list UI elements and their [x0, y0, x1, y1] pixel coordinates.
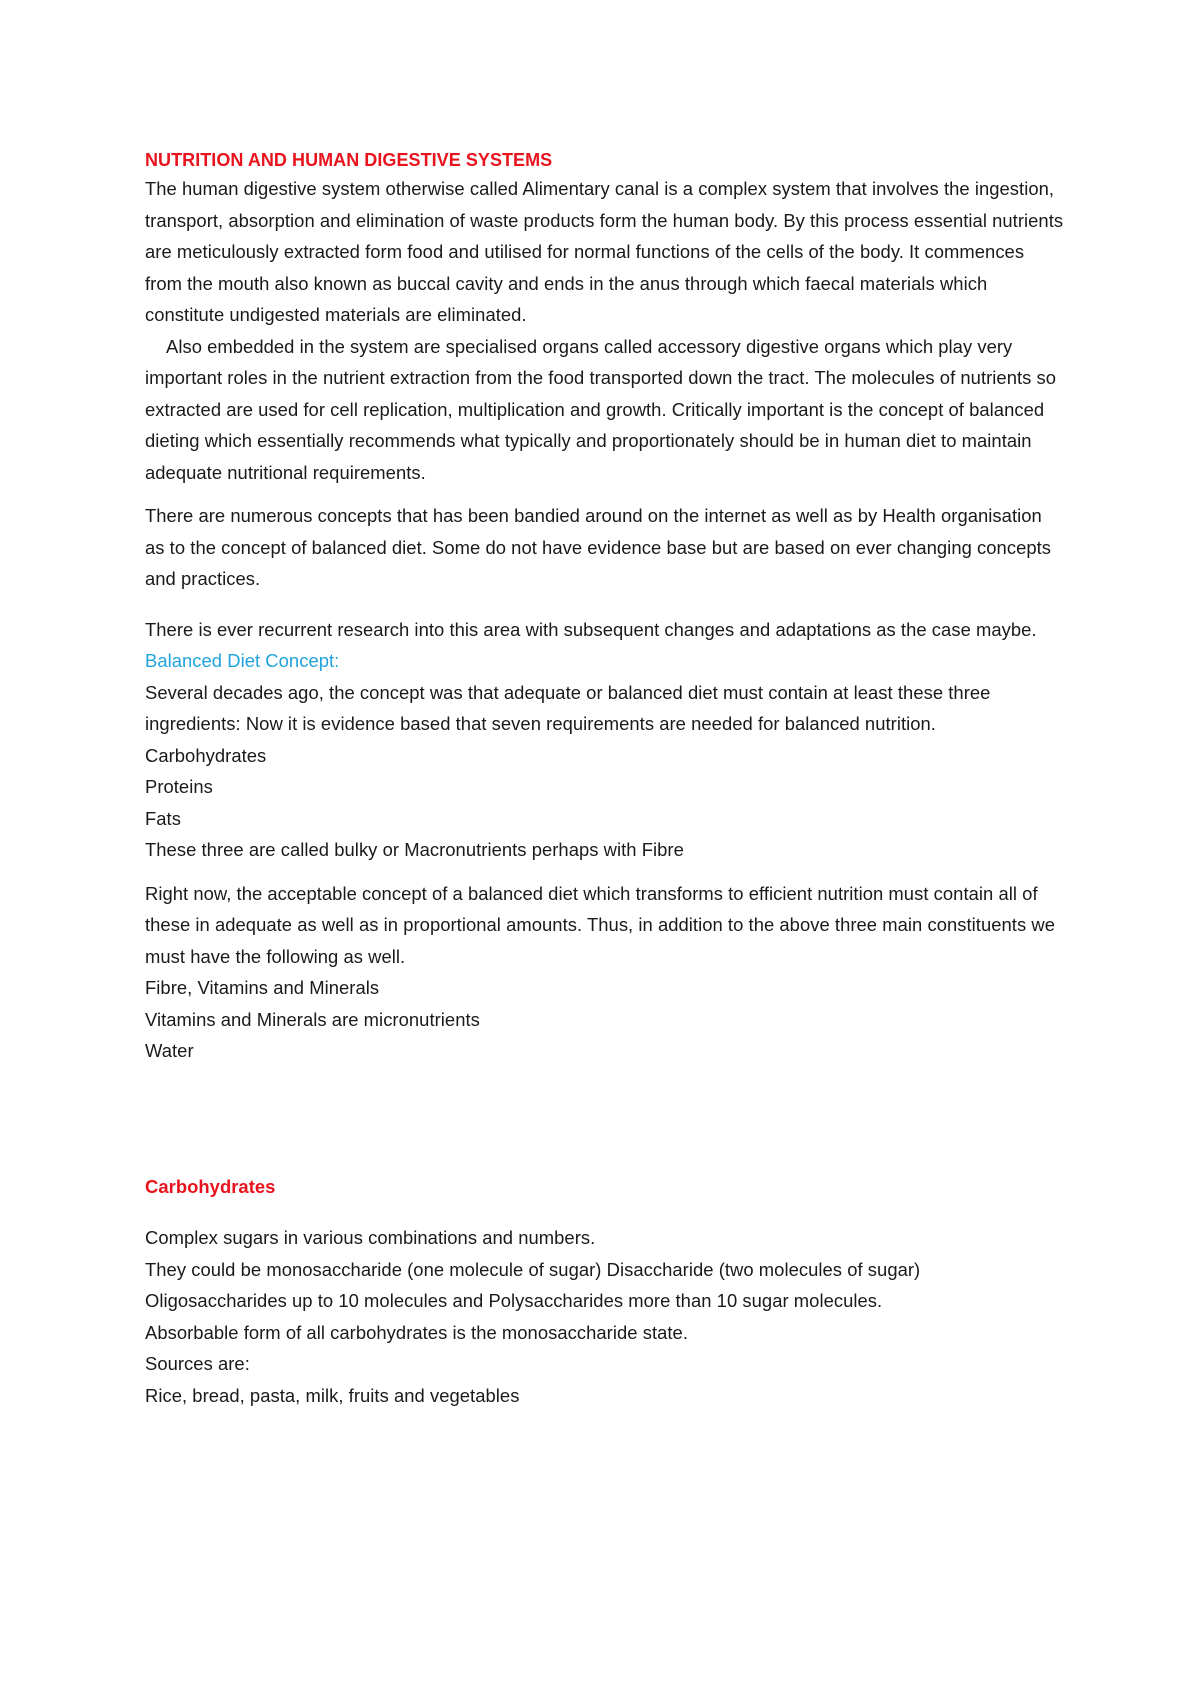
carb-line: Oligosaccharides up to 10 molecules and Polysaccharides more than 10 sugar molecules.	[145, 1290, 883, 1311]
document-title: NUTRITION AND HUMAN DIGESTIVE SYSTEMS	[145, 150, 553, 170]
list-item: Fats	[145, 807, 181, 829]
balanced-diet-heading: Balanced Diet Concept:	[145, 650, 340, 671]
spacer	[145, 488, 1065, 500]
carb-line: Absorbable form of all carbohydrates is the monosaccharide state.	[145, 1321, 688, 1343]
macronutrients-note: These three are called bulky or Macronutrients perhaps with Fibre	[145, 839, 684, 860]
spacer	[145, 1067, 1065, 1171]
list-item: Water	[145, 1040, 194, 1061]
list-item: Vitamins and Minerals are micronutrients	[145, 1008, 480, 1030]
acceptable-concept-paragraph: Right now, the acceptable concept of a balanced diet which transforms to efficient nutrition must contain all of these in adequate as well as in proportional amounts. Thus, in addition to the above three main constituents we must have the following as well.	[145, 882, 1055, 967]
list-item: Carbohydrates	[145, 744, 267, 766]
document-body	[145, 147, 1065, 1411]
spacer	[145, 1202, 1065, 1222]
spacer	[145, 866, 1065, 878]
list-item: Fibre, Vitamins and Minerals	[145, 977, 380, 998]
carb-line: Complex sugars in various combinations and numbers.	[145, 1227, 596, 1248]
research-paragraph: There is ever recurrent research into this area with subsequent changes and adaptations as the case maybe.	[145, 618, 1037, 640]
balanced-diet-paragraph: Several decades ago, the concept was that adequate or balanced diet must contain at least these three ingredients: Now it is evidence based that seven requirements are needed for balanced nutrition.	[145, 681, 991, 734]
intro-paragraph: The human digestive system otherwise called Alimentary canal is a complex system that involves the ingestion, transport, absorption and elimination of waste products form the human body. By this process essential nutrients are meticulously extracted form food and utilised for normal functions of the cells of the body. It commences from the mouth also known as buccal cavity and ends in the anus through which faecal materials which constitute undigested materials are eliminated.	[145, 178, 1064, 325]
carb-line: Rice, bread, pasta, milk, fruits and vegetables	[145, 1384, 520, 1406]
concepts-paragraph: There are numerous concepts that has been bandied around on the internet as well as by Health organisation as to the concept of balanced diet. Some do not have evidence base but are based on ever changing concepts and practices.	[145, 505, 1052, 589]
carb-line: Sources are:	[145, 1353, 250, 1374]
spacer	[145, 595, 1065, 614]
carbohydrates-heading: Carbohydrates	[145, 1175, 276, 1197]
carb-line: They could be monosaccharide (one molecule of sugar) Disaccharide (two molecules of sugar)	[145, 1258, 921, 1280]
list-item: Proteins	[145, 776, 213, 797]
accessory-organs-paragraph: Also embedded in the system are specialised organs called accessory digestive organs which play very important roles in the nutrient extraction from the food transported down the tract. The molecules of nutrients so extracted are used for cell replication, multiplication and growth. Critically important is the concept of balanced dieting which essentially recommends what typically and proportionately should be in human diet to maintain adequate nutritional requirements.	[145, 335, 1057, 483]
